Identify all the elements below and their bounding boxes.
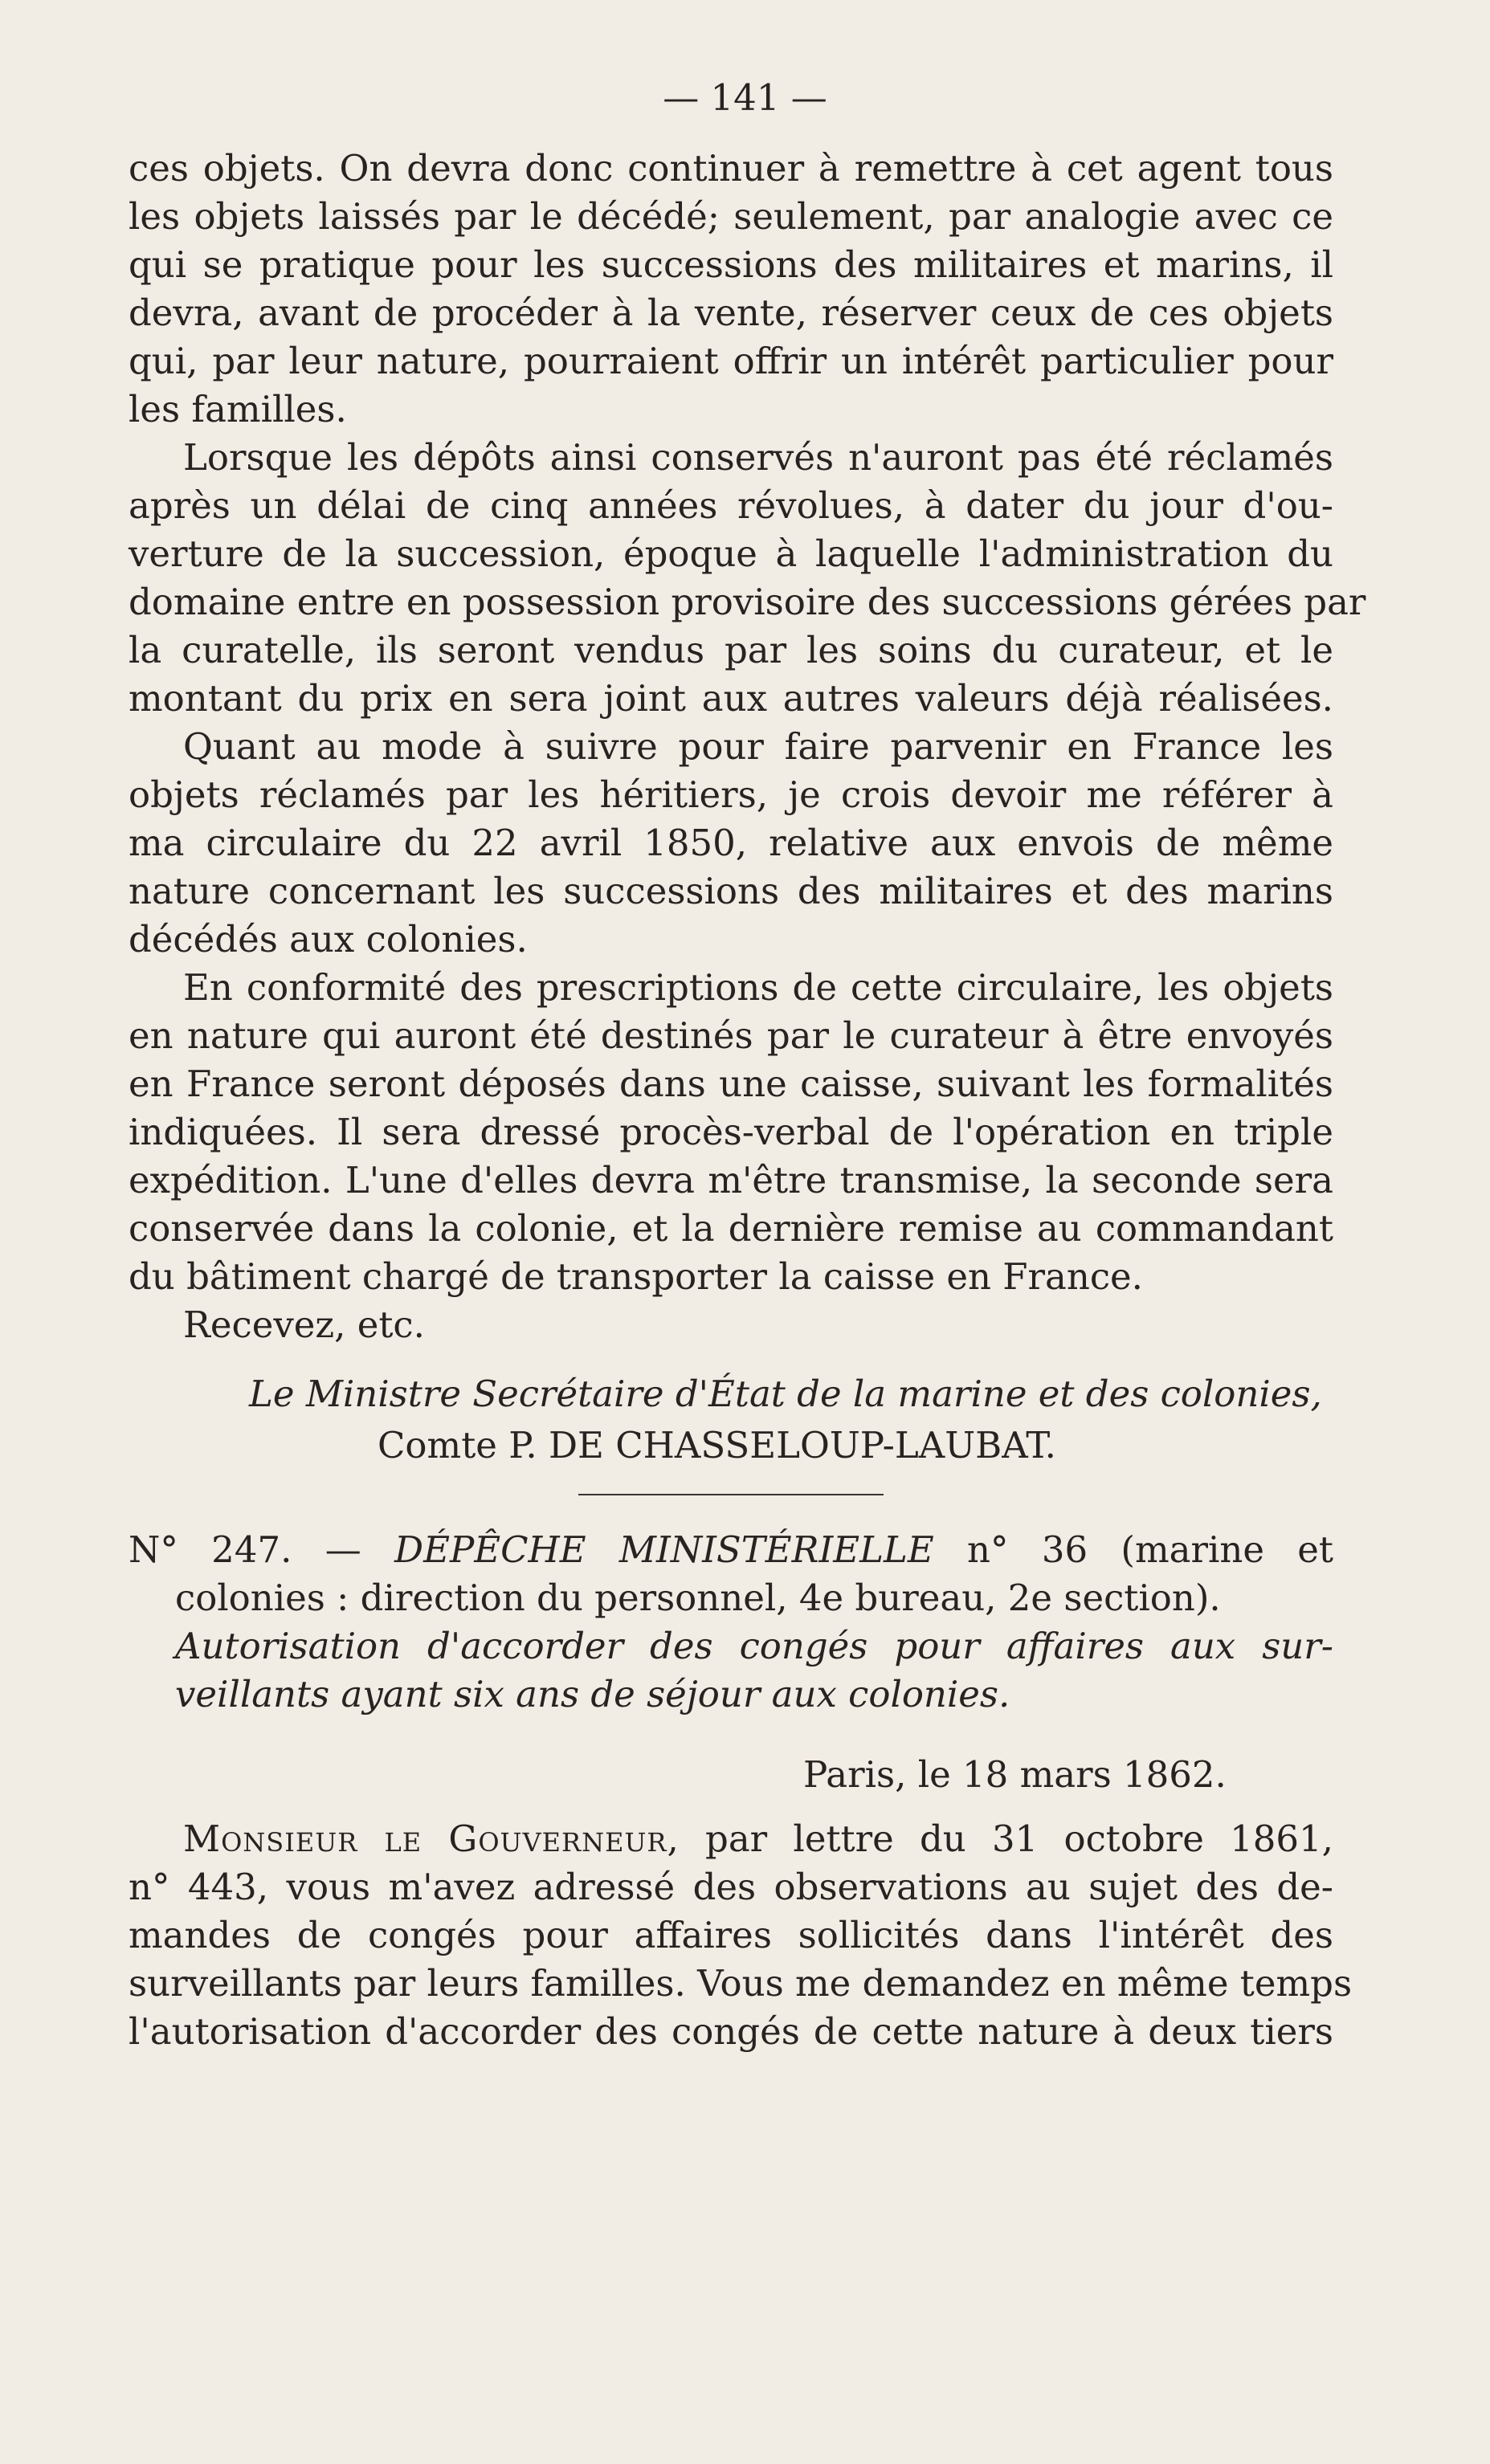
signature-title: Le Ministre Secrétaire d'État de la marine et des colonies,	[249, 1373, 1322, 1415]
text-line: en nature qui auront été destinés par le curateur à être envoyés	[129, 1014, 1333, 1057]
text-line: devra, avant de procéder à la vente, réserver ceux de ces objets	[129, 292, 1333, 334]
signature-name: Comte P. DE CHASSELOUP-LAUBAT.	[378, 1424, 1056, 1467]
text-line: surveillants par leurs familles. Vous me demandez en même temps	[129, 1962, 1353, 2005]
salutation: Monsieur le Gouverneur,	[183, 1817, 680, 1860]
text-line: conservée dans la colonie, et la dernière remise au commandant	[129, 1207, 1333, 1250]
dispatch-number: N° 247. —	[129, 1528, 395, 1571]
text-line: en France seront déposés dans une caisse, suivant les formalités	[129, 1063, 1333, 1105]
text-line: la curatelle, ils seront vendus par les soins du curateur, et le	[129, 629, 1333, 671]
text-line: n° 443, vous m'avez adressé des observations au sujet des de-	[129, 1866, 1333, 1908]
text-line: qui, par leur nature, pourraient offrir un intérêt particulier pour	[129, 340, 1333, 382]
paragraph-start: Lorsque les dépôts ainsi conservés n'auront pas été réclamés	[183, 436, 1333, 479]
text-line: qui se pratique pour les successions des militaires et marins, il	[129, 243, 1333, 286]
dispatch-heading-line: colonies : direction du personnel, 4e bureau, 2e section).	[175, 1577, 1221, 1619]
page-number: — 141 —	[663, 76, 827, 119]
text-line: les objets laissés par le décédé; seulement, par analogie avec ce	[129, 195, 1333, 238]
paragraph-start: En conformité des prescriptions de cette circulaire, les objets	[183, 966, 1333, 1009]
text-line: décédés aux colonies.	[129, 918, 528, 961]
dispatch-ref: n° 36 (marine et	[933, 1528, 1334, 1571]
text-line: verture de la succession, époque à laquelle l'administration du	[129, 532, 1333, 575]
closing: Recevez, etc.	[183, 1303, 425, 1346]
dispatch-subject: Autorisation d'accorder des congés pour affaires aux sur-	[175, 1625, 1333, 1667]
text-line: du bâtiment chargé de transporter la caisse en France.	[129, 1255, 1143, 1298]
text-line: mandes de congés pour affaires sollicités dans l'intérêt des	[129, 1914, 1333, 1956]
salutation-line	[183, 1815, 1333, 1863]
dateline: Paris, le 18 mars 1862.	[803, 1753, 1227, 1796]
text-line: expédition. L'une d'elles devra m'être transmise, la seconde sera	[129, 1159, 1333, 1201]
dispatch-subject: veillants ayant six ans de séjour aux colonies.	[175, 1673, 1010, 1715]
text-line: ces objets. On devra donc continuer à remettre à cet agent tous	[129, 147, 1333, 190]
text-fragment: par lettre du 31 octobre 1861,	[679, 1817, 1333, 1860]
text-line: nature concernant les successions des militaires et des marins	[129, 870, 1333, 912]
text-line: objets réclamés par les héritiers, je crois devoir me référer à	[129, 773, 1333, 816]
dispatch-title: DÉPÊCHE MINISTÉRIELLE	[394, 1528, 934, 1571]
text-line: les familles.	[129, 388, 347, 430]
text-line: après un délai de cinq années révolues, à dater du jour d'ou-	[129, 484, 1333, 527]
text-line: l'autorisation d'accorder des congés de cette nature à deux tiers	[129, 2010, 1333, 2053]
paragraph-start: Quant au mode à suivre pour faire parvenir en France les	[183, 725, 1333, 768]
text-line: domaine entre en possession provisoire des successions gérées par	[129, 581, 1366, 623]
text-line: montant du prix en sera joint aux autres valeurs déjà réalisées.	[129, 677, 1333, 720]
text-line: ma circulaire du 22 avril 1850, relative aux envois de même	[129, 822, 1333, 864]
dispatch-heading	[129, 1526, 1333, 1574]
text-line: indiquées. Il sera dressé procès-verbal de l'opération en triple	[129, 1111, 1333, 1153]
section-divider	[578, 1494, 884, 1495]
